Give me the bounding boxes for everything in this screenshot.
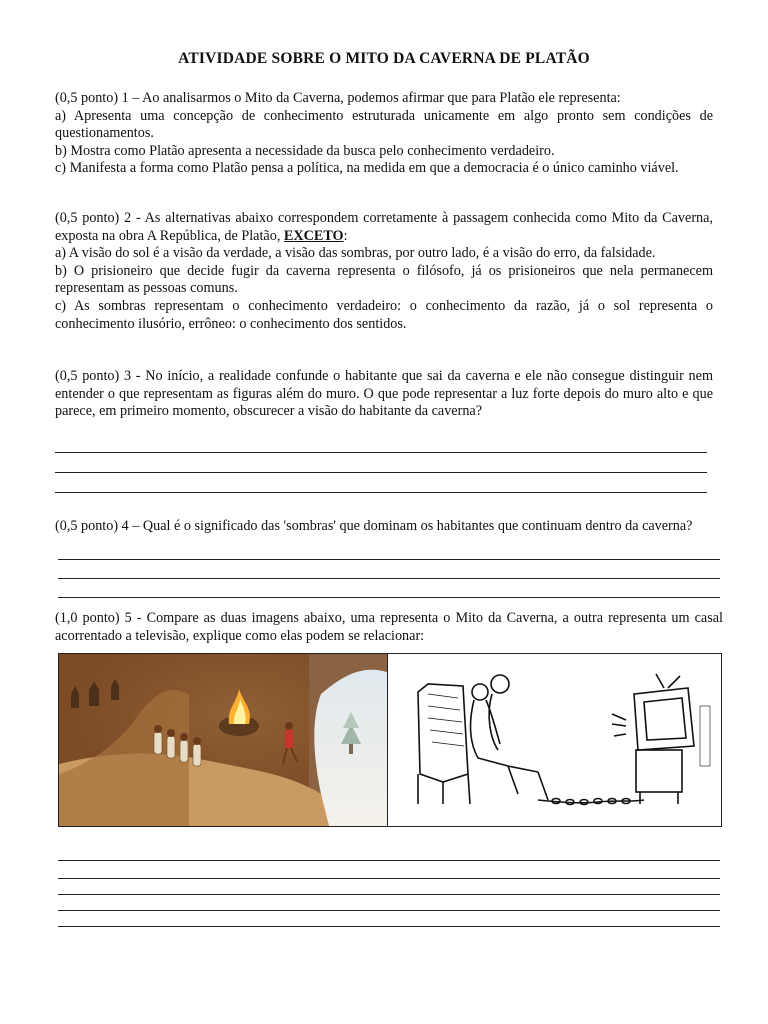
question-1-option-c: c) Manifesta a forma como Platão pensa a política, na medida em que a democracia é o único caminho viável. bbox=[55, 160, 679, 177]
tv-cartoon-illustration-icon bbox=[388, 654, 721, 826]
question-1-option-a: a) Apresenta uma concepção de conhecimento estruturada unicamente em algo pronto sem condições de questionamentos. bbox=[55, 107, 713, 142]
question-2-option-c: c) As sombras representam o conhecimento verdadeiro: o conhecimento da razão, já o sol representa o conhecimento ilusório, errôneo: o conhecimento dos sentidos. bbox=[55, 297, 713, 332]
question-2-option-b: b) O prisioneiro que decide fugir da caverna representa o filósofo, já os prisioneiros que nela permanecem representam as pessoas comuns. bbox=[55, 262, 713, 297]
question-4 bbox=[55, 518, 723, 536]
question-5-text: (1,0 ponto) 5 - Compare as duas imagens abaixo, uma representa o Mito da Caverna, a outra representa um casal acorrentado a televisão, explique como elas podem se relacionar: bbox=[55, 610, 723, 644]
question-1-option-b: b) Mostra como Platão apresenta a necessidade da busca pelo conhecimento verdadeiro. bbox=[55, 142, 555, 159]
question-1 bbox=[55, 90, 713, 178]
question-1-stem: (0,5 ponto) 1 – Ao analisarmos o Mito da Caverna, podemos afirmar que para Platão ele representa: bbox=[55, 90, 621, 106]
question-2 bbox=[55, 210, 713, 333]
answer-line[interactable] bbox=[58, 910, 720, 911]
images-frame bbox=[58, 653, 722, 827]
answer-line[interactable] bbox=[58, 578, 720, 579]
answer-line[interactable] bbox=[58, 860, 720, 861]
answer-line[interactable] bbox=[58, 878, 720, 879]
cave-illustration-icon bbox=[59, 654, 388, 826]
question-2-stem-text: (0,5 ponto) 2 - As alternativas abaixo correspondem corretamente à passagem conhecida como Mito da Caverna, exposta na obra A República, de Platão, bbox=[55, 210, 713, 244]
answer-line[interactable] bbox=[58, 597, 720, 598]
question-2-option-a: a) A visão do sol é a visão da verdade, a visão das sombras, por outro lado, é a visão do erro, da falsidade. bbox=[55, 245, 656, 262]
question-3-text: (0,5 ponto) 3 - No início, a realidade confunde o habitante que sai da caverna e ele não consegue distinguir nem entender o que representam as figuras além do muro. O que pode representar a luz forte depois do muro alto e que parece, em primeiro momento, obscurecer a visão do habitante da caverna? bbox=[55, 368, 713, 420]
question-2-stem bbox=[55, 210, 713, 245]
answer-line[interactable] bbox=[55, 472, 707, 473]
question-2-stem-colon: : bbox=[343, 227, 348, 244]
answer-line[interactable] bbox=[58, 559, 720, 560]
page-title: ATIVIDADE SOBRE O MITO DA CAVERNA DE PLATÃO bbox=[178, 50, 590, 67]
answer-line[interactable] bbox=[55, 492, 707, 493]
question-4-text: (0,5 ponto) 4 – Qual é o significado das 'sombras' que dominam os habitantes que continuam dentro da caverna? bbox=[55, 518, 693, 534]
answer-line[interactable] bbox=[58, 894, 720, 895]
question-3 bbox=[55, 368, 713, 421]
exceto-emphasis: EXCETO bbox=[283, 227, 344, 244]
question-5 bbox=[55, 610, 723, 645]
answer-line[interactable] bbox=[55, 452, 707, 453]
answer-line[interactable] bbox=[58, 926, 720, 927]
